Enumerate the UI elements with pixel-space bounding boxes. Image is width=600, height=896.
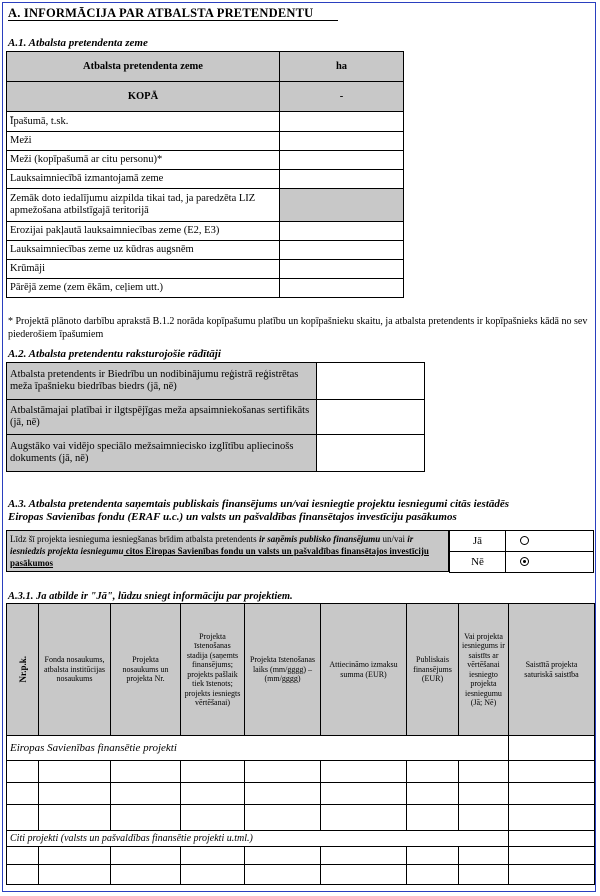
indicators-table [6,362,425,472]
group-eu-projects: Eiropas Savienības finansētie projekti [7,736,509,761]
land-row-label: Meži [7,132,280,151]
land-row-input[interactable] [280,222,404,241]
land-row-input[interactable] [280,151,404,170]
col-header: Fonda nosaukums, atbalsta institūcijas nosaukums [39,604,111,736]
indicator-input[interactable] [317,435,425,472]
land-row-input[interactable] [280,279,404,298]
table-row [7,805,595,831]
indicator-input[interactable] [317,400,425,435]
land-row-input[interactable] [280,170,404,189]
land-row-input[interactable] [280,260,404,279]
table-row [7,847,595,865]
indicator-label: Augstāko vai vidējo speciālo mežsaimniecisko izglītību apliecinošs dokuments (jā, nē) [7,435,317,472]
funding-answer-table [449,530,594,573]
land-row-label: Pārējā zeme (zem ēkām, ceļiem utt.) [7,279,280,298]
radio-yes[interactable] [520,536,529,545]
a3-heading-line1: A.3. Atbalsta pretendenta saņemtais publiskais finansējums un/vai iesniegtie projektu iesniegumi citās iestādēs [8,498,510,510]
land-row-label: Lauksaimniecības zeme uz kūdras augsnēm [7,241,280,260]
section-title: A. INFORMĀCIJA PAR ATBALSTA PRETENDENTU [8,6,314,20]
radio-no[interactable] [520,557,529,566]
col-header: Projekta īstenošanas stadija (saņemts finansējums; projekts pašlaik tiek īstenots; projekts iesniegts vērtēšanai) [181,604,245,736]
answer-yes-label: Jā [450,531,506,552]
indicator-input[interactable] [317,363,425,400]
a1-footnote: * Projektā plānoto darbību aprakstā B.1.2 norāda kopīpašumu platību un kopīpašnieku skaitu, ja atbalsta pretendents ir kopīpašnieks kādā no sev piederošiem īpašumiem [8,316,588,340]
section-title-underline [8,20,338,21]
funding-question: Līdz šī projekta iesnieguma iesniegšanas brīdim atbalsta pretendents ir saņēmis publisko finansējumu un/vai ir iesniedzis projekta iesniegumu citos Eiropas Savienības fondu un valsts un pašvaldības finansētajos investīciju pasākumos [6,530,449,572]
land-total-value: - [280,82,404,112]
land-table [6,51,404,298]
col-header: Projekta īstenošanas laiks (mm/gggg) – (mm/gggg) [245,604,321,736]
a1-heading: A.1. Atbalsta pretendenta zeme [8,37,148,49]
group-other-projects: Citi projekti (valsts un pašvaldības finansētie projekti u.tml.) [7,831,509,847]
table-row [7,865,595,885]
answer-no-cell [506,552,594,573]
a2-heading: A.2. Atbalsta pretendentu raksturojošie rādītāji [8,348,221,360]
answer-yes-cell [506,531,594,552]
land-row-input-disabled [280,189,404,222]
indicator-label: Atbalstāmajai platībai ir ilgtspējīgas meža apsaimniekošanas sertifikāts (jā, nē) [7,400,317,435]
answer-no-label: Nē [450,552,506,573]
table-row [7,783,595,805]
a3-heading-line2: Eiropas Savienības fondu (ERAF u.c.) un valsts un pašvaldības finansētajos investīciju pasākumos [8,511,457,523]
col-header-nr: Nr.p.k. [7,604,39,736]
land-header-ha: ha [280,52,404,82]
indicator-label: Atbalsta pretendents ir Biedrību un nodibinājumu reģistrā reģistrētas meža īpašnieku biedrības biedrs (jā, nē) [7,363,317,400]
land-row-label: Erozijai pakļautā lauksaimniecības zeme (E2, E3) [7,222,280,241]
land-header-name: Atbalsta pretendenta zeme [7,52,280,82]
land-row-input[interactable] [280,132,404,151]
land-row-label: Īpašumā, t.sk. [7,112,280,132]
land-row-label: Meži (kopīpašumā ar citu personu)* [7,151,280,170]
table-row [7,761,595,783]
land-row-label: Krūmāji [7,260,280,279]
col-header: Projekta nosaukums un projekta Nr. [111,604,181,736]
a31-heading: A.3.1. Ja atbilde ir "Jā", lūdzu sniegt informāciju par projektiem. [8,591,293,602]
land-row-label: Lauksaimniecībā izmantojamā zeme [7,170,280,189]
land-total-label: KOPĀ [7,82,280,112]
a3-heading [8,498,593,524]
col-header: Publiskais finansējums (EUR) [407,604,459,736]
col-header: Saistītā projekta saturiskā saistība [509,604,595,736]
table-cell[interactable] [509,736,595,761]
land-row-input[interactable] [280,112,404,132]
table-cell[interactable] [509,831,595,847]
col-header: Vai projekta iesniegums ir saistīts ar vērtēšanai iesniegto projekta iesniegumu (Jā; Nē) [459,604,509,736]
projects-table [6,603,595,885]
land-row-label: Zemāk doto iedalījumu aizpilda tikai tad, ja paredzēta LIZ apmežošana atbilstīgajā teritorijā [7,189,280,222]
land-row-input[interactable] [280,241,404,260]
col-header: Attiecināmo izmaksu summa (EUR) [321,604,407,736]
